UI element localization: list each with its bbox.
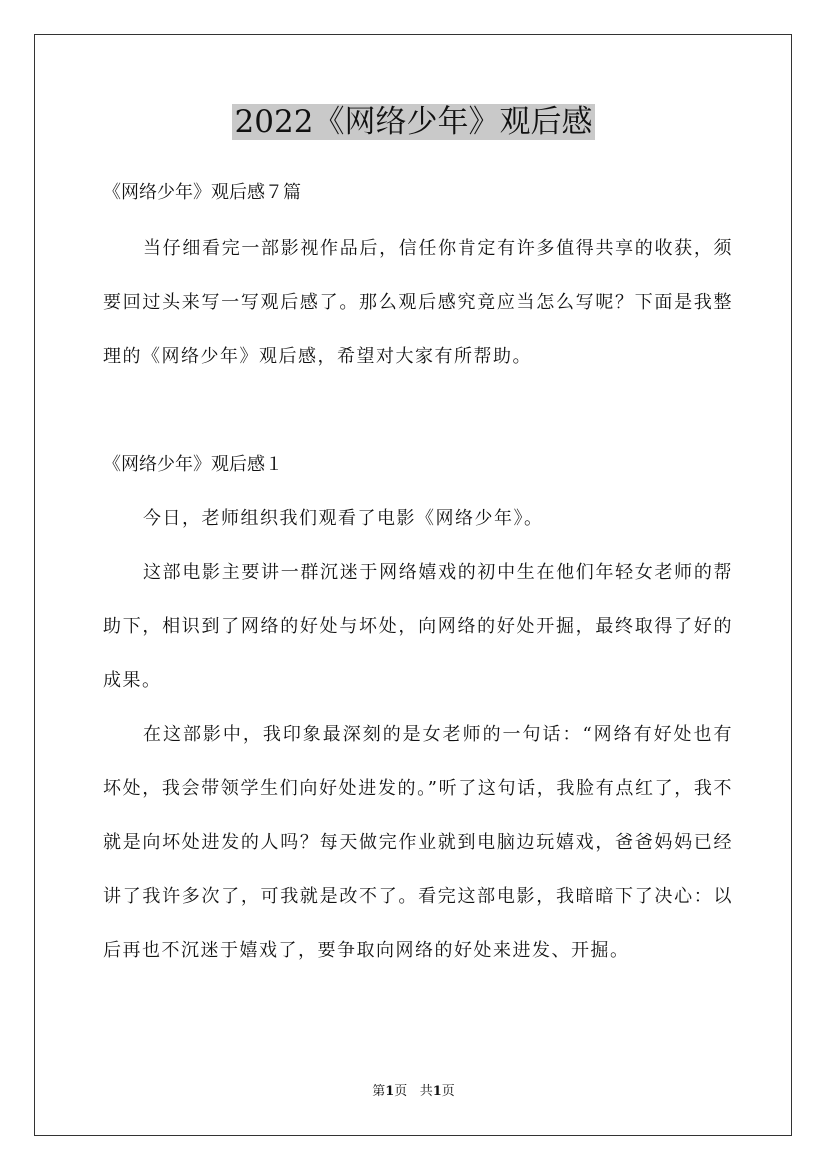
footer-page-number: 1	[385, 1084, 395, 1099]
page-footer	[0, 1083, 827, 1101]
body-paragraph-1: 今日，老师组织我们观看了电影《网络少年》。	[143, 508, 544, 529]
document-title: 2022《网络少年》观后感	[232, 104, 596, 140]
footer-page-suffix: 页	[394, 1084, 408, 1099]
body-paragraph-3: 在这部影中，我印象最深刻的是女老师的一句话：“网络有好处也有坏处，我会带领学生们向好处进发的。”听了这句话，我脸有点红了，我不就是向坏处进发的人吗？每天做完作业就到电脑边玩嬉戏，爸爸妈妈已经讲了我许多次了，可我就是改不了。看完这部电影，我暗暗下了决心：以后再也不沉迷于嬉戏了，要争取向网络的好处来进发、开掘。	[103, 724, 733, 961]
body-paragraph-2: 这部电影主要讲一群沉迷于网络嬉戏的初中生在他们年轻女老师的帮助下，相识到了网络的好处与坏处，向网络的好处开掘，最终取得了好的成果。	[103, 562, 733, 691]
footer-total-number: 1	[432, 1084, 442, 1099]
intro-paragraph: 当仔细看完一部影视作品后，信任你肯定有许多值得共享的收获，须要回过头来写一写观后感了。那么观后感究竟应当怎么写呢？下面是我整理的《网络少年》观后感，希望对大家有所帮助。	[103, 238, 733, 367]
footer-total-suffix: 页	[441, 1084, 455, 1099]
footer-total-prefix: 共	[419, 1084, 433, 1099]
document-title-wrap	[0, 100, 827, 144]
footer-page-prefix: 第	[372, 1084, 386, 1099]
section-heading: 《网络少年》观后感１	[103, 454, 283, 475]
document-subtitle: 《网络少年》观后感７篇	[103, 182, 301, 203]
